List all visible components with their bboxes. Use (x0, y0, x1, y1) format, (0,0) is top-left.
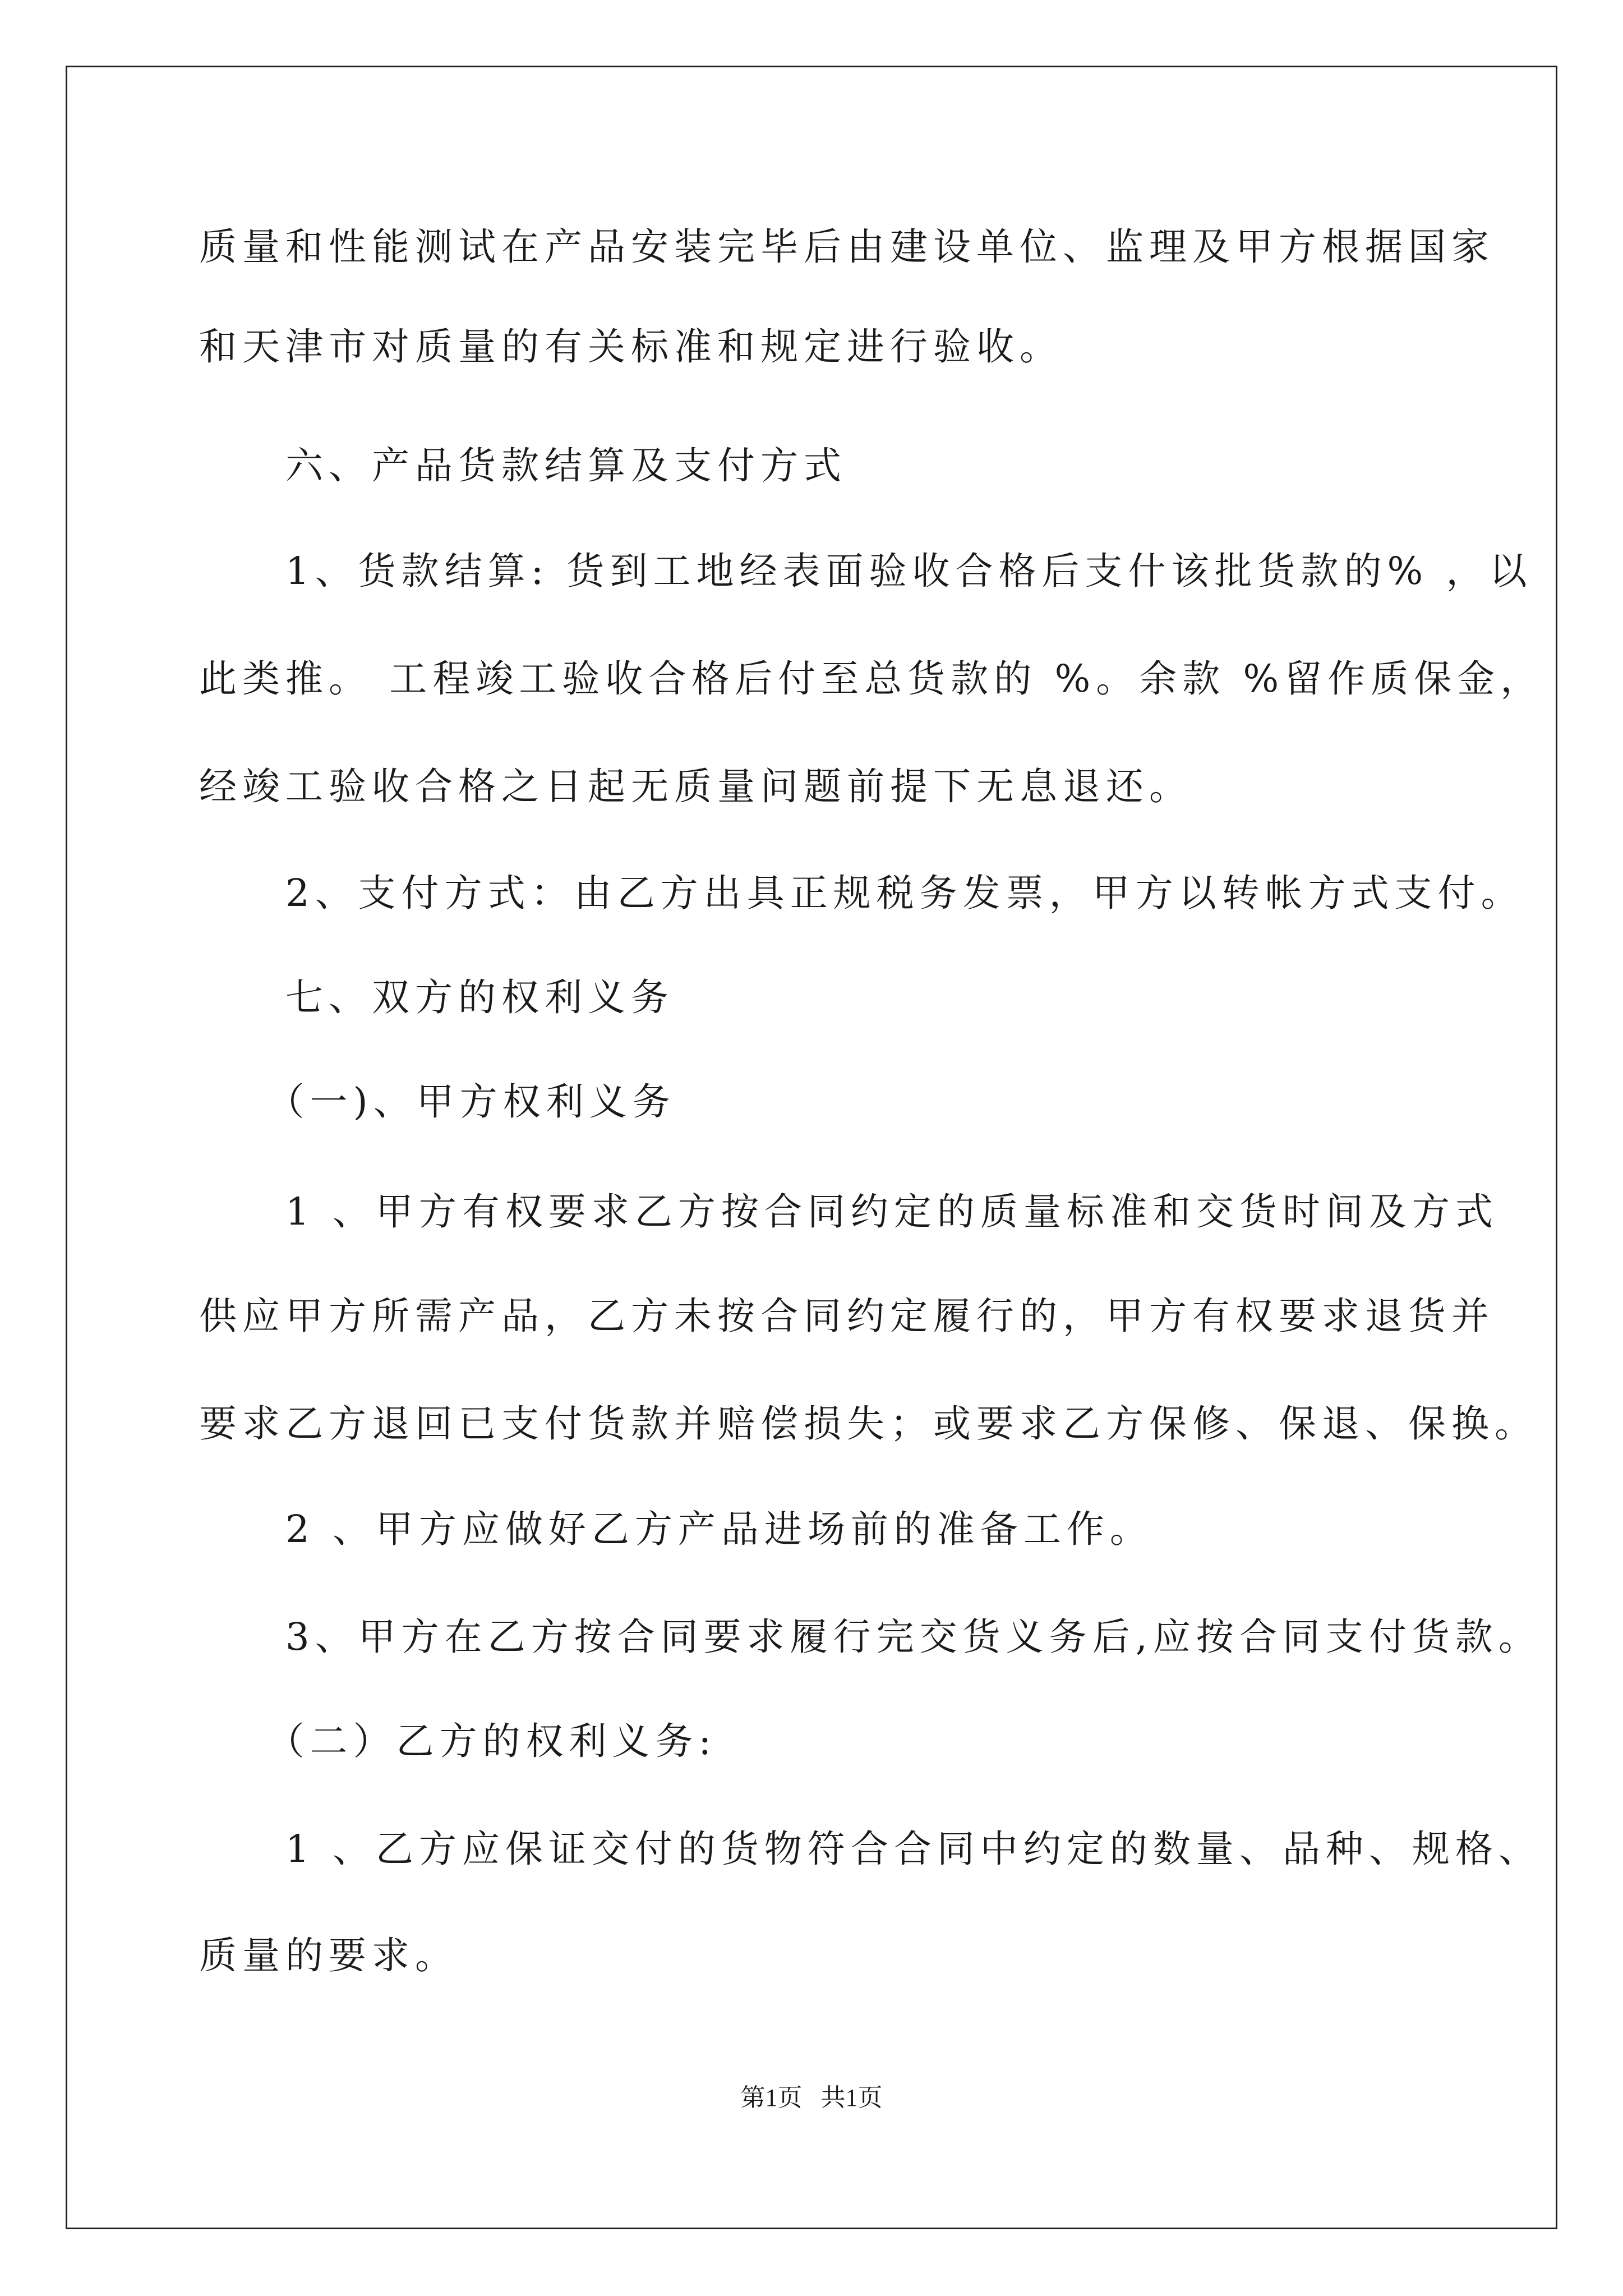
text-line: 2、支付方式：由乙方出具正规税务发票，甲方以转帐方式支付。 (199, 871, 1524, 915)
text-line: 要求乙方退回已支付货款并赔偿损失；或要求乙方保修、保退、保换。 (199, 1402, 1538, 1446)
text-line: 1、货款结算: 货到工地经表面验收合格后支什该批货款的% ，以 (199, 549, 1533, 593)
text-line: 此类推。 工程竣工验收合格后付至总货款的 %。余款 %留作质保金， (199, 657, 1544, 701)
text-line: 2 、甲方应做好乙方产品进场前的准备工作。 (199, 1507, 1153, 1551)
section-heading-seven: 七、双方的权利义务 (199, 976, 674, 1019)
text-line: 和天津市对质量的有关标准和规定进行验收。 (199, 325, 1063, 369)
text-line: 供应甲方所需产品，乙方未按合同约定履行的，甲方有权要求退货并 (199, 1294, 1495, 1338)
subsection-heading-party-a: （一)、甲方权利义务 (199, 1080, 676, 1124)
section-heading-six: 六、产品货款结算及支付方式 (199, 444, 847, 487)
text-line: 1 、乙方应保证交付的货物符合合同中约定的数量、品种、规格、 (199, 1827, 1542, 1871)
page-number-footer: 第1页 共1页 (740, 2084, 883, 2111)
text-line: 经竣工验收合格之日起无质量问题前提下无息退还。 (199, 765, 1192, 808)
subsection-heading-party-b: （二）乙方的权利义务: (199, 1719, 717, 1763)
text-line: 质量和性能测试在产品安装完毕后由建设单位、监理及甲方根据国家 (199, 225, 1495, 269)
text-line: 质量的要求。 (199, 1934, 458, 1977)
text-line: 3、甲方在乙方按合同要求履行完交货义务后,应按合同支付货款。 (199, 1615, 1542, 1659)
text-line: 1 、甲方有权要求乙方按合同约定的质量标准和交货时间及方式 (199, 1190, 1498, 1234)
page-border (66, 66, 1557, 2229)
